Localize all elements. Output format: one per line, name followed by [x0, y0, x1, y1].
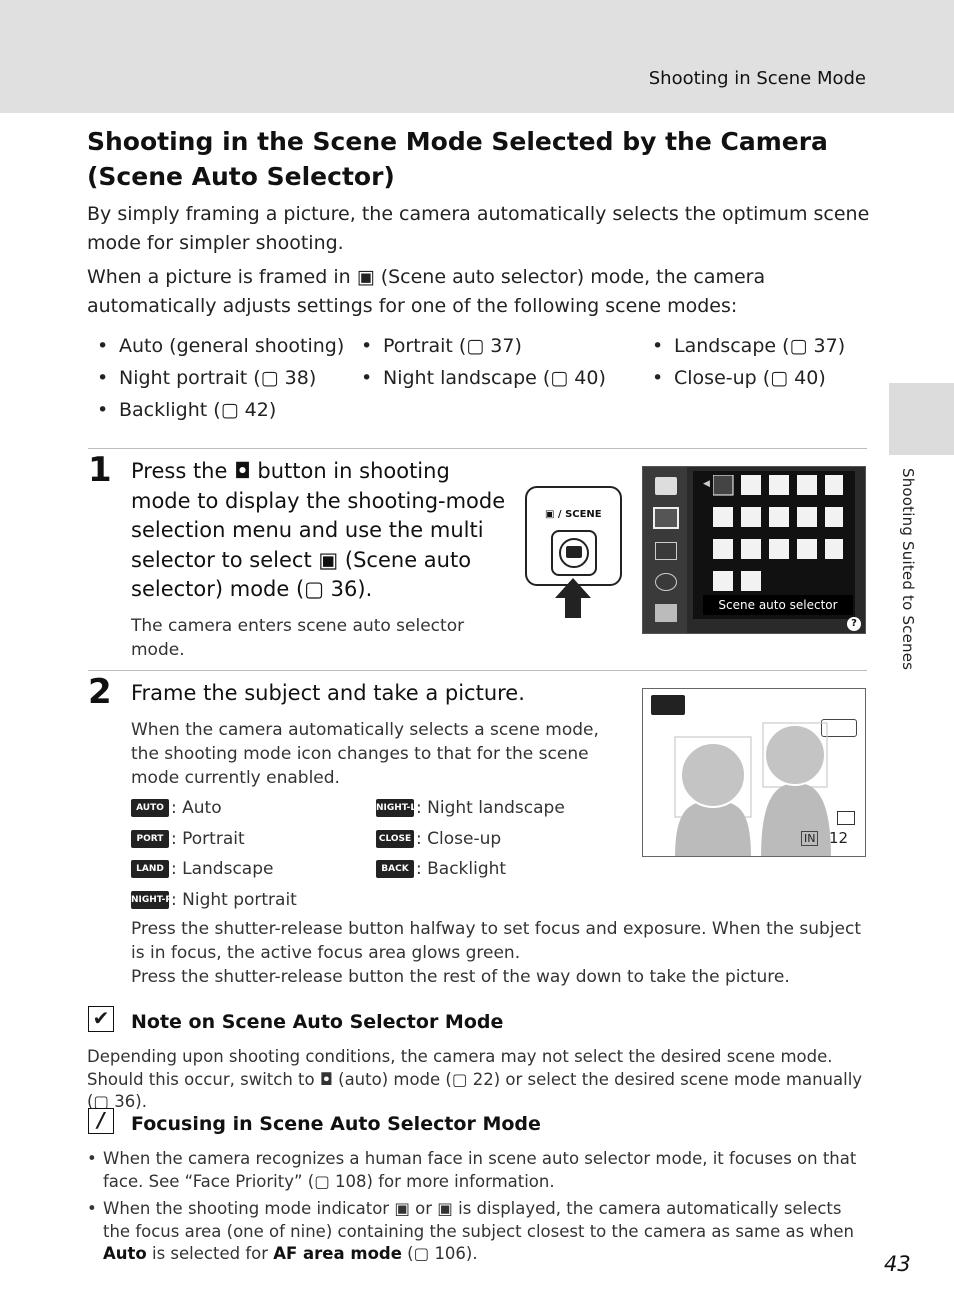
auto-scene-icon: AUTO — [131, 799, 169, 817]
internal-memory-icon: IN — [801, 831, 818, 846]
header-band — [0, 0, 954, 113]
camera-button-icon — [551, 530, 597, 576]
scene-list-item: • Landscape (▢ 37) — [652, 335, 846, 357]
mode-legend-item: LAND : Landscape — [131, 859, 273, 879]
up-arrow-icon — [555, 578, 591, 618]
step-2-description: When the camera automatically selects a scene mode, the shooting mode icon changes to that for the scene mode currently enabled. — [131, 720, 599, 788]
scene-list-item: • Night landscape (▢ 40) — [361, 367, 606, 389]
close-up-icon: CLOSE — [376, 830, 414, 848]
mode-legend-item: CLOSE : Close-up — [376, 829, 501, 849]
night-landscape-icon: NIGHT-L — [376, 799, 414, 817]
page-number: 43 — [884, 1252, 911, 1276]
movie-icon — [655, 604, 677, 622]
smile-icon — [655, 542, 677, 560]
chapter-label: Shooting Suited to Scenes — [899, 468, 917, 671]
help-icon: ? — [847, 617, 861, 631]
backlight-icon: BACK — [376, 860, 414, 878]
page-title: Shooting in the Scene Mode Selected by the Camera (Scene Auto Selector) — [87, 127, 828, 191]
sport-icon — [655, 573, 677, 591]
step-number: 2 — [88, 672, 112, 712]
step-2-after-2: Press the shutter-release button the rest of the way down to take the picture. — [131, 967, 790, 987]
mode-legend-item: NIGHT-L : Night landscape — [376, 798, 565, 818]
step-2-text: Frame the subject and take a picture. — [131, 681, 525, 705]
step-1-text: Press the ◘ button in shooting mode to display the shooting-mode selection menu and use the multi selector to select ▣ (Scene auto selector) mode (▢ 36). — [131, 459, 506, 601]
scene-menu-screen — [642, 466, 866, 634]
section-divider — [88, 448, 867, 449]
mode-legend-item: BACK : Backlight — [376, 859, 506, 879]
note-1-body: Depending upon shooting conditions, the camera may not select the desired scene mode. Should this occur, switch to ◘ (auto) mode (▢ 22) or select the desired scene mode manually (▢ 36). — [87, 1047, 863, 1111]
viewfinder-screen — [642, 688, 866, 857]
scene-list-item: • Night portrait (▢ 38) — [97, 367, 317, 389]
mode-legend-item: PORT : Portrait — [131, 829, 245, 849]
running-head: Shooting in Scene Mode — [648, 68, 866, 89]
exposure-count: 12 — [829, 829, 849, 847]
scene-list-item: • Backlight (▢ 42) — [97, 399, 277, 421]
chapter-tab — [889, 383, 954, 455]
camera-icon — [655, 477, 677, 495]
intro-paragraph-1: By simply framing a picture, the camera automatically selects the optimum scene mode for simpler shooting. — [87, 203, 870, 254]
step-1-note: The camera enters scene auto selector mode. — [131, 616, 465, 660]
chevron-left-icon: ◀ — [703, 479, 710, 489]
scene-list-item: • Auto (general shooting) — [97, 335, 345, 357]
portrait-icon: PORT — [131, 830, 169, 848]
scene-list-item: • Close-up (▢ 40) — [652, 367, 826, 389]
intro-paragraph-2: When a picture is framed in ▣ (Scene auto selector) mode, the camera automatically adjusts settings for one of the following scene modes: — [87, 266, 766, 317]
note-2-bullet: • When the shooting mode indicator ▣ or ▣ is displayed, the camera automatically selects the focus area (one of nine) containing the subject closest to the camera as same as when Auto is selected for AF area mode (▢ 106). — [87, 1199, 855, 1263]
landscape-icon: LAND — [131, 860, 169, 878]
note-2-bullet: • When the camera recognizes a human face in scene auto selector mode, it focuses on that face. See “Face Priority” (▢ 108) for more information. — [87, 1149, 857, 1191]
camera-mode-button-illustration — [525, 486, 622, 586]
note-2-heading: Focusing in Scene Auto Selector Mode — [131, 1113, 541, 1135]
menu-caption: Scene auto selector — [703, 595, 853, 615]
step-2-after-1: Press the shutter-release button halfway to set focus and exposure. When the subject is in focus, the active focus area glows green. — [131, 919, 862, 963]
check-icon: ✔ — [88, 1006, 114, 1032]
step-number: 1 — [88, 450, 112, 490]
note-1-heading: Note on Scene Auto Selector Mode — [131, 1011, 504, 1033]
mode-button-label: ▣ / SCENE — [545, 509, 602, 520]
mode-legend-item: NIGHT-P : Night portrait — [131, 890, 297, 910]
note-icon: / — [88, 1108, 114, 1134]
section-divider — [88, 670, 867, 671]
mode-legend-item: AUTO : Auto — [131, 798, 222, 818]
image-size-icon — [837, 811, 855, 825]
scene-icon-grid — [713, 475, 843, 603]
scene-icon — [653, 507, 679, 529]
scene-list-item: • Portrait (▢ 37) — [361, 335, 522, 357]
night-portrait-icon: NIGHT-P — [131, 891, 169, 909]
